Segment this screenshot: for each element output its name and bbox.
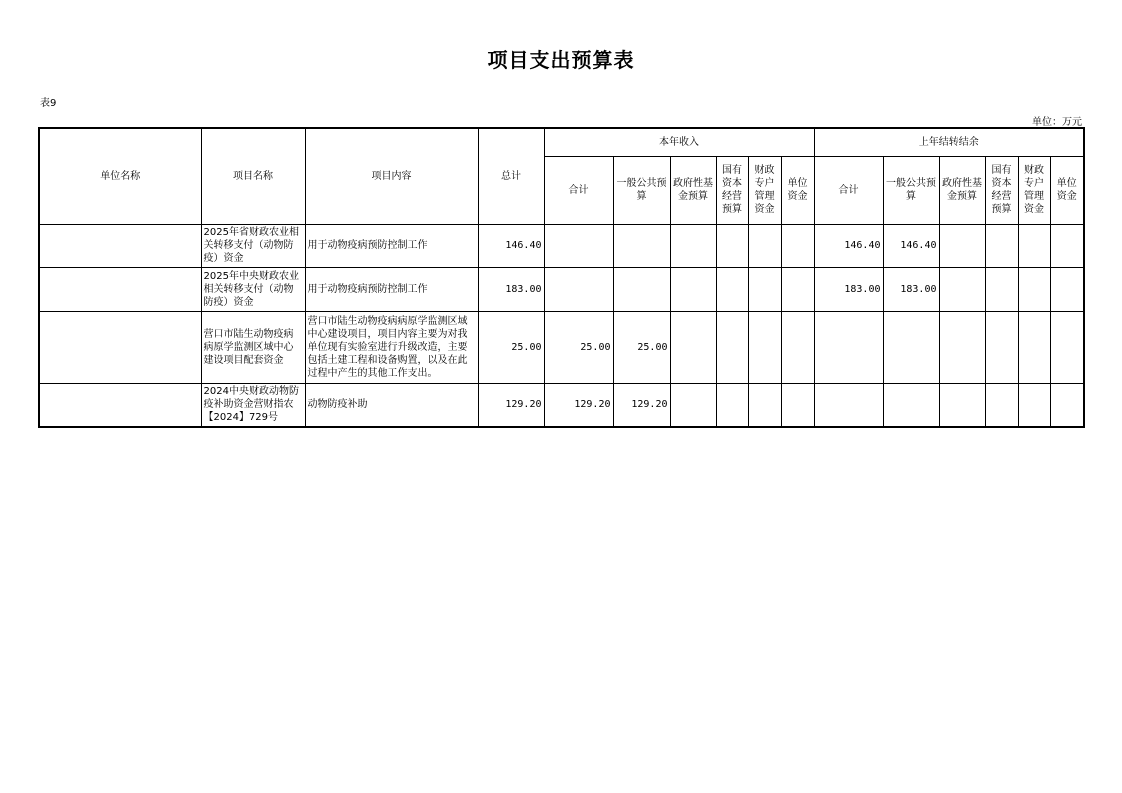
header-prev-special-account-funds: 财政专户管理资金 (1018, 156, 1050, 224)
header-prev-general-budget: 一般公共预算 (883, 156, 939, 224)
cell-prev-general-budget (883, 311, 939, 383)
cell-cur-gov-fund-budget (670, 383, 716, 427)
cell-project-content: 用于动物疫病预防控制工作 (305, 267, 478, 311)
cell-cur-unit-funds (781, 267, 814, 311)
cell-cur-subtotal (544, 224, 613, 267)
header-cur-subtotal: 合计 (544, 156, 613, 224)
cell-cur-gov-fund-budget (670, 224, 716, 267)
header-prev-state-capital-budget: 国有资本经营预算 (985, 156, 1018, 224)
header-prev-subtotal: 合计 (814, 156, 883, 224)
header-prev-unit-funds: 单位资金 (1050, 156, 1084, 224)
cell-project-content: 营口市陆生动物疫病病原学监测区域中心建设项目，项目内容主要为对我单位现有实验室进行升级改造，主要包括土建工程和设备购置，以及在此过程中产生的其他工作支出。 (305, 311, 478, 383)
header-current-income: 本年收入 (544, 128, 814, 156)
cell-project-name: 2025年中央财政农业相关转移支付（动物防疫）资金 (201, 267, 305, 311)
cell-prev-gov-fund-budget (939, 224, 985, 267)
cell-project-name: 2024中央财政动物防疫补助资金营财指农【2024】729号 (201, 383, 305, 427)
cell-cur-subtotal: 129.20 (544, 383, 613, 427)
cell-prev-general-budget (883, 383, 939, 427)
cell-cur-state-capital-budget (716, 267, 748, 311)
cell-project-name: 2025年省财政农业相关转移支付（动物防疫）资金 (201, 224, 305, 267)
cell-prev-general-budget: 183.00 (883, 267, 939, 311)
cell-prev-special-account-funds (1018, 267, 1050, 311)
cell-cur-special-account-funds (748, 224, 781, 267)
cell-prev-subtotal: 183.00 (814, 267, 883, 311)
table-row (39, 311, 1084, 383)
cell-prev-gov-fund-budget (939, 311, 985, 383)
cell-total: 183.00 (478, 267, 544, 311)
cell-cur-special-account-funds (748, 267, 781, 311)
cell-prev-gov-fund-budget (939, 383, 985, 427)
cell-cur-unit-funds (781, 311, 814, 383)
table-row (39, 383, 1084, 427)
cell-cur-general-budget (613, 224, 670, 267)
table-row (39, 267, 1084, 311)
header-cur-special-account-funds: 财政专户管理资金 (748, 156, 781, 224)
header-unit-name: 单位名称 (39, 128, 201, 224)
cell-prev-unit-funds (1050, 267, 1084, 311)
cell-prev-state-capital-budget (985, 383, 1018, 427)
cell-prev-gov-fund-budget (939, 267, 985, 311)
cell-unit-name (39, 383, 201, 427)
cell-prev-unit-funds (1050, 383, 1084, 427)
cell-project-content: 用于动物疫病预防控制工作 (305, 224, 478, 267)
header-total: 总计 (478, 128, 544, 224)
cell-cur-state-capital-budget (716, 224, 748, 267)
cell-prev-state-capital-budget (985, 311, 1018, 383)
cell-prev-special-account-funds (1018, 224, 1050, 267)
cell-prev-general-budget: 146.40 (883, 224, 939, 267)
unit-label: 单位：万元 (1032, 117, 1082, 128)
header-project-name: 项目名称 (201, 128, 305, 224)
cell-project-content: 动物防疫补助 (305, 383, 478, 427)
cell-unit-name (39, 311, 201, 383)
cell-prev-unit-funds (1050, 224, 1084, 267)
cell-cur-unit-funds (781, 224, 814, 267)
cell-prev-subtotal: 146.40 (814, 224, 883, 267)
header-cur-general-budget: 一般公共预算 (613, 156, 670, 224)
project-budget-table (38, 127, 1085, 428)
table-row (39, 224, 1084, 267)
cell-cur-state-capital-budget (716, 311, 748, 383)
header-prev-gov-fund-budget: 政府性基金预算 (939, 156, 985, 224)
header-cur-state-capital-budget: 国有资本经营预算 (716, 156, 748, 224)
page-title: 项目支出预算表 (487, 48, 635, 72)
cell-prev-unit-funds (1050, 311, 1084, 383)
header-prior-balance: 上年结转结余 (814, 128, 1084, 156)
cell-cur-subtotal (544, 267, 613, 311)
header-cur-unit-funds: 单位资金 (781, 156, 814, 224)
cell-cur-subtotal: 25.00 (544, 311, 613, 383)
cell-total: 129.20 (478, 383, 544, 427)
cell-cur-special-account-funds (748, 383, 781, 427)
header-project-content: 项目内容 (305, 128, 478, 224)
cell-prev-subtotal (814, 311, 883, 383)
cell-cur-special-account-funds (748, 311, 781, 383)
cell-cur-state-capital-budget (716, 383, 748, 427)
cell-total: 146.40 (478, 224, 544, 267)
cell-unit-name (39, 224, 201, 267)
table-number: 表9 (40, 98, 57, 109)
cell-project-name: 营口市陆生动物疫病病原学监测区域中心建设项目配套资金 (201, 311, 305, 383)
cell-cur-gov-fund-budget (670, 311, 716, 383)
cell-total: 25.00 (478, 311, 544, 383)
header-cur-gov-fund-budget: 政府性基金预算 (670, 156, 716, 224)
cell-cur-unit-funds (781, 383, 814, 427)
cell-prev-state-capital-budget (985, 224, 1018, 267)
cell-cur-gov-fund-budget (670, 267, 716, 311)
cell-cur-general-budget: 129.20 (613, 383, 670, 427)
cell-prev-state-capital-budget (985, 267, 1018, 311)
cell-cur-general-budget: 25.00 (613, 311, 670, 383)
cell-prev-special-account-funds (1018, 383, 1050, 427)
cell-cur-general-budget (613, 267, 670, 311)
cell-prev-subtotal (814, 383, 883, 427)
cell-prev-special-account-funds (1018, 311, 1050, 383)
cell-unit-name (39, 267, 201, 311)
